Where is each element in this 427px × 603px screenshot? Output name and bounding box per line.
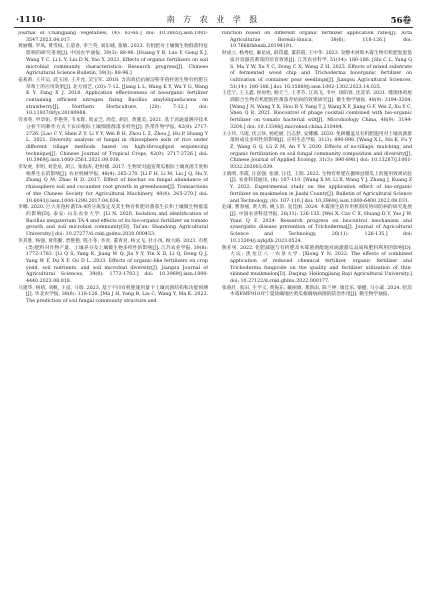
reference-entry: 马建华, 杨靖, 刘帆, 王彦, 马瑞. 2023. 基于不同有机肥施用量下土壤真菌结构和功能预测[J]. 华北农学报, 38(6): 118-126. [Ma J H, Yang B, Liu C, Wang Y, Ma K. 2023. The prediction of soil fungal community structure and xyxy=(18,285,208,305)
reference-entry: 姜莉莉, 王开运, 武玉国, 王开允, 吴宝军. 2018. 含高效拮抗解淀粉芽孢杆菌生物有机肥在草莓上的应用效果[J]. 北方园艺, (20): 7-12. [Jiang L L, Wang K Y, Wu Y G, Wang K Y, Fang X J. 2018. Application effectiveness of bioorganic fertilizer containing efficient nitrogen fixing Bacillus amyloliquefaciens on strawberry[J]. Northern Horticulture, (20): 7-12.] doi: 10.11937/bfyy.20180988. xyxy=(18,77,208,117)
reference-entry: 熊亚男. 2022. 化肥减施与有机肥及木霉菌剂配施对滴灌甜瓜品质和肥料利用的影响[D]. 大庆: 黑龙江八一农垦大学. [Xiong Y N. 2022. The effects of combined application of reduced chemical fertilizer, organic fertilizer and Trichoderma fungicide on the quality and fertilizer utilization of thin-skinned muskmelon[D]. Daqing: Heilongjiang Bayi Agricultural University.] doi: 10.27122/d.cnki.ghlnu.2022.000177. xyxy=(222,245,412,285)
reference-entry: 李发虎, 李明, 刘金泉, 胡云, 张海涛, 赵恒棣. 2017. 生物炭对温室黄瓜根际土壤真菌丰度和根系生长的影响[J]. 农业机械学报, 48(4): 265-270. [Li F H, Li M, Liu J Q, Hu Y, Zhang Q M, Zhao H D. 2017. Effect of biochar on fungal abundance of rhizosphere soil and cucumber root growth in greenhouse[J]. Transactions of the Chinese Society for Agricultural Machinery, 48(4): 265-270.] doi: 10.6041/j.issn.1000-1298.2017.04.034. xyxy=(18,165,208,204)
reference-entry: 王佳宁, 王玉鑫, 侯如怡, 杨天兰, 王孝芬, 江高飞, 韦中, 徐阳春, 沈其荣. 2021. 噬菌体鸡尾酒联合生物有机肥防控番茄青枯病的效果研究[J]. 微生物学通报, 48(9): 3194-3204. [Wang J N, Wang Y X, Hou R Y, Yang T J, Wang X F, Jiang G F, Wei Z, Xu Y C, Shen Q R. 2021. Biocontrol of phage cocktail combined with bio-organic fertilizer on tomato bacterial wilt[J]. Microbiology China, 48(9): 3194-3204.] doi: 10.13344/j.microbiol.china.210484. xyxy=(222,91,412,130)
reference-entry: 李其胜, 杨强, 黄伟勤, 贾艳艳, 殷小冬, 李青, 董青君, 杨文飞, 杜小凤, 顾大路. 2023. 有机(类)肥料对作物产量、土壤养分及土壤微生物多样性的影响[J]. 江苏农业学报, 39(8): 1772-1783. [Li Q S, Yang K, Jiang W Q, Jia Y Y, Yin X D, Li Q, Dong Q J, Yang W F, Du X F, Gu D L. 2023. Effects of organic-like fertilizers on crop yield, soil nutrients, and soil microbial diversity[J]. Jiangsu Journal of Agricultural Sciences, 39(8): 1772-1783.] doi: 10.3969/j.issn.1000-4440.2023.08.018. xyxy=(18,238,208,285)
references-right-column xyxy=(222,31,412,599)
volume-label: 56卷 xyxy=(390,16,411,26)
reference-entry: 黄丽娜, 罗凤, 黄雪权, 王道春, 李兰英, 刘东城, 张敏. 2023. 有机肥对土壤微生物群落特征影响的研究进展[J]. 中国农学通报, 39(3): 88-96. [Huang Y B, Luo F, Gong X J, Wang Y C, Li L Y, Liu D N, Yao Y. 2023. Effects of organic fertilizers on soil microbial community characteristics: Research progress[J]. Chinese Agricultural Science Bulletin, 39(3): 88-96.] xyxy=(18,44,208,77)
references-left-column xyxy=(18,31,208,599)
journal-name: 南 方 农 业 学 报 xyxy=(166,15,261,24)
reference-entry: 张晓壮, 张田, 生学义, 黄振东, 戴丽旗, 龚新雨, 陈兰婷, 康佳乐, 梁健, 马小戚. 2024. 哈茨木霉EMF910对宁夏盐碱地区黄瓜根腐病病菌的防治作用[J]. 微生物学通报, xyxy=(222,285,412,298)
running-header xyxy=(0,0,427,30)
page-number: ·1110· xyxy=(16,15,46,25)
reference-entry: 李娜. 2020. 巨大芽孢杆菌TA-4的分离鉴定及其生物有机肥对番茄生长和土壤微生物群落的影响[D]. 泰安: 山东农业大学. [Li N. 2020. Isolation and identification of Bacillus megaterium TA-4 and effects of its bio-organic fertilizer on tomato growth and soil microbial community[D]. Tai'an: Shandong Agricultural University.] doi: 10.27277/d.cnki.gsdnu.2020.000453. xyxy=(18,205,208,238)
reference-entry: 危谦, 曹春丽, 黄大辉, 姚玉浒, 袁佳丽. 2024. 木霉菌生防作用机制及协同防病的研究进展[J]. 中国农业科技导报, 26(11): 126-135. [Wei X, Cao C X, Huang D Y, Yao J W, Yuan Q F. 2024. Research progress on biocontrol mechanism and synergistic disease prevention of Trichoderma[J]. Journal of Agricultural Science and Technology, 26(11): 126-135.] doi: 10.13304/j.nykjdb.2023.0524. xyxy=(222,205,412,244)
reference-entry: 时成立, 杨秀松, 麻星成, 薛印鑫, 董彩霞, 王中华. 2023. 发酵木屑和木霉生物有机肥复混基质对容器苗番茄的培育效果[J]. 江苏农业科学, 51(14): 180-186. [Shi C L, Yang G S, Ma Y W, Xu Y C, Dong C X, Wang Z H. 2023. Effects of mixed substrate of fermented wood chip and Trichoderma bioorganic fertilizer on cultivation of container pear seedlings[J]. Jiangsu Agricultural Sciences, 51(14): 180-186.] doi: 10.15889/j.issn.1002-1302.2023.14.025. xyxy=(222,51,412,90)
reference-entry: function based on different organic fertilizer application rates[J]. Acta Agriculturae Boreali-Sinica, 38(6): 118-126.] doi: 10.7668/hbnxb.20194191. xyxy=(222,31,412,50)
reference-entry: 劳承英, 申章佑, 李艳英, 韦本辉, 周灵芝, 周佳, 胡泊, 黄施美. 2021. 基于高通量测序技术分析不同耕作方式下农田根际土壤细菌群落多样性[J]. 热带作物学报, 42(9): 2717-2726. [Lao C Y, Shen Z Y, Li Y Y, Wei B H, Zhou L Z, Zhou J, Hu P, Huang Y L. 2021. Diversity analysis of fungal in rhizosphere soils of rice under different tillage methods based on high-throughput sequencing technique[J]. Chinese Journal of Tropical Crops, 42(9): 2717-2726.] doi: 10.3969/j.issn.1000-2561.2021.09.038. xyxy=(18,118,208,164)
reference-entry: 王小玲, 马琨, 伏云珍, 杨桂丽, 吕志梦, 安娜娜. 2020. 免耕覆盖及有机肥施用对土壤真菌群落组成及多样性的影响[J]. 应用生态学报, 31(3): 890-898. [Wang X L, Ma K, Fu Y Z, Wang G Q, Lü Z M, An Y Y. 2020. Effects of no-tillage, mulching, and organic fertilization on soil fungal community composition and diversity[J]. Chinese Journal of Applied Ecology, 31(3): 890-898.] doi: 10.13287/j.1001-9332.202003.039. xyxy=(222,131,412,171)
reference-entry: 王晓明, 李霞, 汪富强, 张蕾, 汪佳, 王瑞. 2022. 生物有机肥在伽师县甜瓜上的施用效果试验[J]. 农业科技通讯, (8): 107-110. [Wang X M, Li X, Wang Y J, Zhang J, Kuang Z Y. 2022. Experimental study on the application effect of bio-organic fertilizer on muskmelon in Jiashi County[J]. Bulletin of Agricultural Science and Technology, (8): 107-110.] doi: 10.3969/j.issn.1000-6400.2022.08.031. xyxy=(222,171,412,204)
reference-entry: Journal of Changjiang Vegetables, (4): 63-66.] doi: 10.3865/j.issn.1001-3547.2023.04.017. xyxy=(18,31,208,43)
header-rule xyxy=(14,27,413,28)
